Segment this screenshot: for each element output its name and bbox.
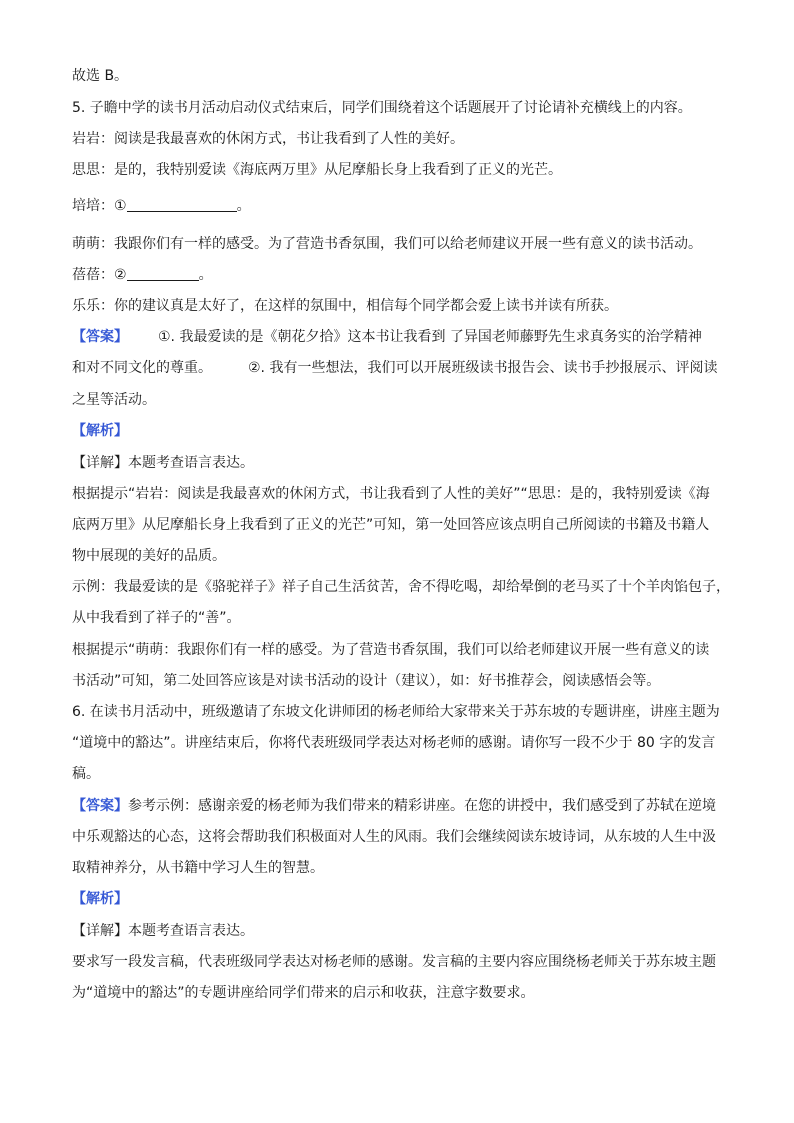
answer-blank-2 xyxy=(127,266,199,281)
analysis-text: 物中展现的美好的品质。 xyxy=(72,548,226,564)
question-5-prompt: 5. 子瞻中学的读书月活动启动仪式结束后，同学们围绕着这个话题展开了讨论请补充横线上的内容。 xyxy=(72,100,692,116)
detail-line: 【详解】本题考查语言表达。 xyxy=(72,455,254,471)
punctuation: 。 xyxy=(198,267,213,283)
dialogue-line-blank-2 xyxy=(72,265,732,285)
analysis-text: 示例：我最爱读的是《骆驼祥子》祥子自己生活贫苦，舍不得吃喝，却给晕倒的老马买了十个羊肉馅包子， xyxy=(72,579,730,595)
speaker-text: 蓓蓓：② xyxy=(72,267,127,283)
answer-tag: 【答案】 xyxy=(72,798,128,814)
speaker-text: 培培：① xyxy=(72,198,127,214)
dialogue-line: 思思：是的，我特别爱读《海底两万里》从尼摩船长身上我看到了正义的光芒。 xyxy=(72,162,562,178)
analysis-text: 为“道境中的豁达”的专题讲座给同学们带来的启示和收获，注意字数要求。 xyxy=(72,985,535,1001)
punctuation: 。 xyxy=(236,198,251,214)
answer-line: 中乐观豁达的心态，这将会帮助我们积极面对人生的风雨。我们会继续阅读东坡诗词，从东坡的人生中汲 xyxy=(72,829,716,845)
question-6-prompt: 6. 在读书月活动中，班级邀请了东坡文化讲师团的杨老师给大家带来关于苏东坡的专题讲座，讲座主题为 xyxy=(72,704,720,720)
analysis-tag: 【解析】 xyxy=(72,891,128,907)
answer-text: 和对不同文化的尊重。 xyxy=(72,360,212,376)
text-line: 故选 B。 xyxy=(72,68,129,84)
analysis-text: 要求写一段发言稿，代表班级同学表达对杨老师的感谢。发言稿的主要内容应围绕杨老师关于苏东坡主题 xyxy=(72,954,716,970)
answer-text: ②. 我有一些想法，我们可以开展班级读书报告会、读书手抄报展示、评阅读 xyxy=(248,360,718,376)
answer-blank-1 xyxy=(127,197,237,212)
analysis-text: 根据提示“萌萌：我跟你们有一样的感受。为了营造书香氛围，我们可以给老师建议开展一些有意义的读 xyxy=(72,642,710,658)
dialogue-line: 乐乐：你的建议真是太好了，在这样的氛围中，相信每个同学都会爱上读书并读有所获。 xyxy=(72,298,618,314)
analysis-text: 书活动”可知，第二处回答应该是对读书活动的设计（建议），如：好书推荐会，阅读感悟会等。 xyxy=(72,673,661,689)
question-6-prompt: 稿。 xyxy=(72,766,100,782)
answer-line xyxy=(72,796,732,816)
answer-tag: 【答案】 xyxy=(72,329,128,345)
dialogue-line: 岩岩：阅读是我最喜欢的休闲方式，书让我看到了人性的美好。 xyxy=(72,131,464,147)
answer-text: 参考示例：感谢亲爱的杨老师为我们带来的精彩讲座。在您的讲授中，我们感受到了苏轼在逆境 xyxy=(128,798,716,814)
analysis-text: 底两万里》从尼摩船长身上我看到了正义的光芒”可知，第一处回答应该点明自己所阅读的书籍及书籍人 xyxy=(72,517,710,533)
question-6-prompt: “道境中的豁达”。讲座结束后，你将代表班级同学表达对杨老师的感谢。请你写一段不少于 80 字的发言 xyxy=(72,735,716,751)
analysis-text: 从中我看到了祥子的“善”。 xyxy=(72,610,241,626)
answer-line xyxy=(72,358,732,378)
analysis-tag: 【解析】 xyxy=(72,423,128,439)
dialogue-line-blank-1 xyxy=(72,196,732,216)
answer-line xyxy=(72,327,732,347)
answer-text: ①. 我最爱读的是《朝花夕拾》这本书让我看到 了异国老师藤野先生求真务实的治学精神 xyxy=(158,329,702,345)
answer-line: 之星等活动。 xyxy=(72,392,156,408)
analysis-text: 根据提示“岩岩：阅读是我最喜欢的休闲方式，书让我看到了人性的美好”“思思：是的，我特别爱读《海 xyxy=(72,486,710,502)
answer-line: 取精神养分，从书籍中学习人生的智慧。 xyxy=(72,860,324,876)
detail-line: 【详解】本题考查语言表达。 xyxy=(72,923,254,939)
dialogue-line: 萌萌：我跟你们有一样的感受。为了营造书香氛围，我们可以给老师建议开展一些有意义的读书活动。 xyxy=(72,236,702,252)
